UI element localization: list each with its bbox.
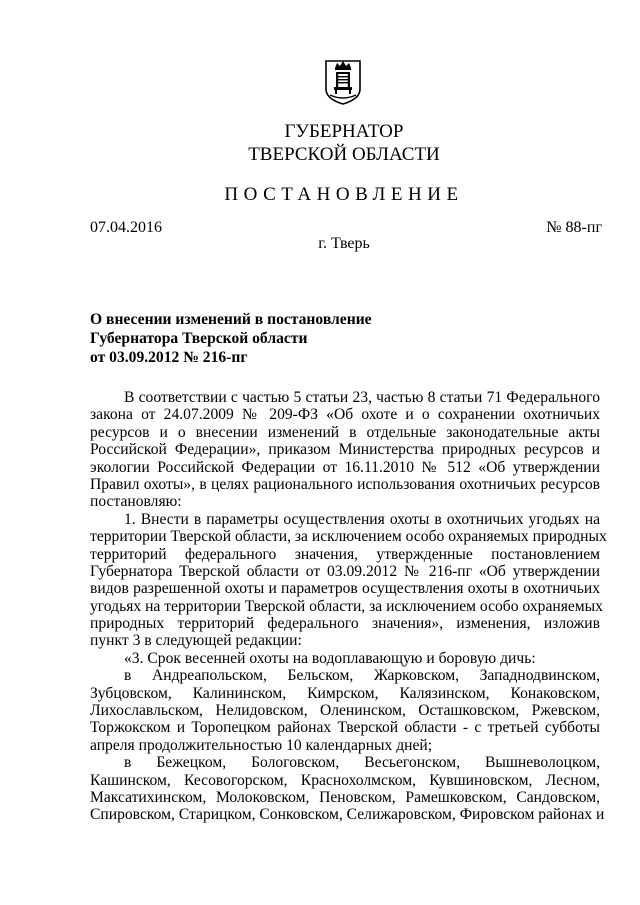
body-line: 1. Внести в параметры осуществления охоты в охотничьих угодьях на <box>124 510 600 528</box>
issuer-region: ТВЕРСКОЙ ОБЛАСТИ <box>248 144 440 165</box>
body-line: в Бежецком, Бологовском, Весьегонском, Вышневолоцком, <box>124 754 600 772</box>
body-line: Правил охоты», в целях рационального использования охотничьих ресурсов <box>90 475 600 493</box>
body-line: Максатихинском, Молоковском, Пеновском, Рамешковском, Сандовском, <box>90 788 600 806</box>
body-line: пункт 3 в следующей редакции: <box>90 632 302 650</box>
body-line: видов разрешенной охоты и параметров осуществления охоты в охотничьих <box>90 580 600 598</box>
body-line: территорий федерального значения, утвержденные постановлением <box>90 545 600 563</box>
body-line: Спировском, Старицком, Сонковском, Селижаровском, Фировском районах и <box>90 806 605 824</box>
document-city: г. Тверь <box>318 235 370 252</box>
document-body <box>90 389 607 824</box>
body-line: «3. Срок весенней охоты на водоплавающую и боровую дичь: <box>124 649 536 667</box>
body-line: Кашинском, Кесовогорском, Краснохолмском, Кувшиновском, Лесном, <box>90 771 600 789</box>
body-line: угодьях на территории Тверской области, за исключением особо охраняемых <box>90 597 603 615</box>
subject-line: О внесении изменений в постановление <box>90 311 372 328</box>
body-line: Торжокском и Торопецком районах Тверской области - с третьей субботы <box>90 719 600 737</box>
body-line: экологии Российской Федерации от 16.11.2010 № 512 «Об утверждении <box>90 458 600 476</box>
body-line: постановляю: <box>90 493 182 511</box>
body-line: Лихославльском, Нелидовском, Оленинском, Осташковском, Ржевском, <box>90 702 600 720</box>
subject-line: Губернатора Тверской области <box>90 330 308 347</box>
body-line: в Андреапольском, Бельском, Жарковском, Западнодвинском, <box>124 667 600 685</box>
coat-of-arms-emblem <box>323 55 363 105</box>
document-date: 07.04.2016 <box>90 219 162 236</box>
body-line: В соответствии с частью 5 статьи 23, частью 8 статьи 71 Федерального <box>124 389 600 406</box>
body-line: природных территорий федерального значения», изменения, изложив <box>90 615 600 633</box>
body-line: Российской Федерации», приказом Министерства природных ресурсов и <box>90 441 600 459</box>
body-line: ресурсов и о внесении изменений в отдельные законодательные акты <box>90 423 600 441</box>
body-line: Губернатора Тверской области от 03.09.2012 № 216-пг «Об утверждении <box>90 562 600 580</box>
subject-line: от 03.09.2012 № 216-пг <box>90 349 248 366</box>
issuer-title: ГУБЕРНАТОР <box>284 121 404 142</box>
document-type: ПОСТАНОВЛЕНИЕ <box>224 184 464 205</box>
body-line: территории Тверской области, за исключением особо охраняемых природных <box>90 528 607 546</box>
body-line: закона от 24.07.2009 № 209-ФЗ «Об охоте и о сохранении охотничьих <box>90 406 600 424</box>
document-subject <box>90 310 372 367</box>
body-line: Зубцовском, Калининском, Кимрском, Калязинском, Конаковском, <box>90 684 600 702</box>
document-number: № 88-пг <box>546 219 602 236</box>
body-line: апреля продолжительностью 10 календарных дней; <box>90 736 433 754</box>
